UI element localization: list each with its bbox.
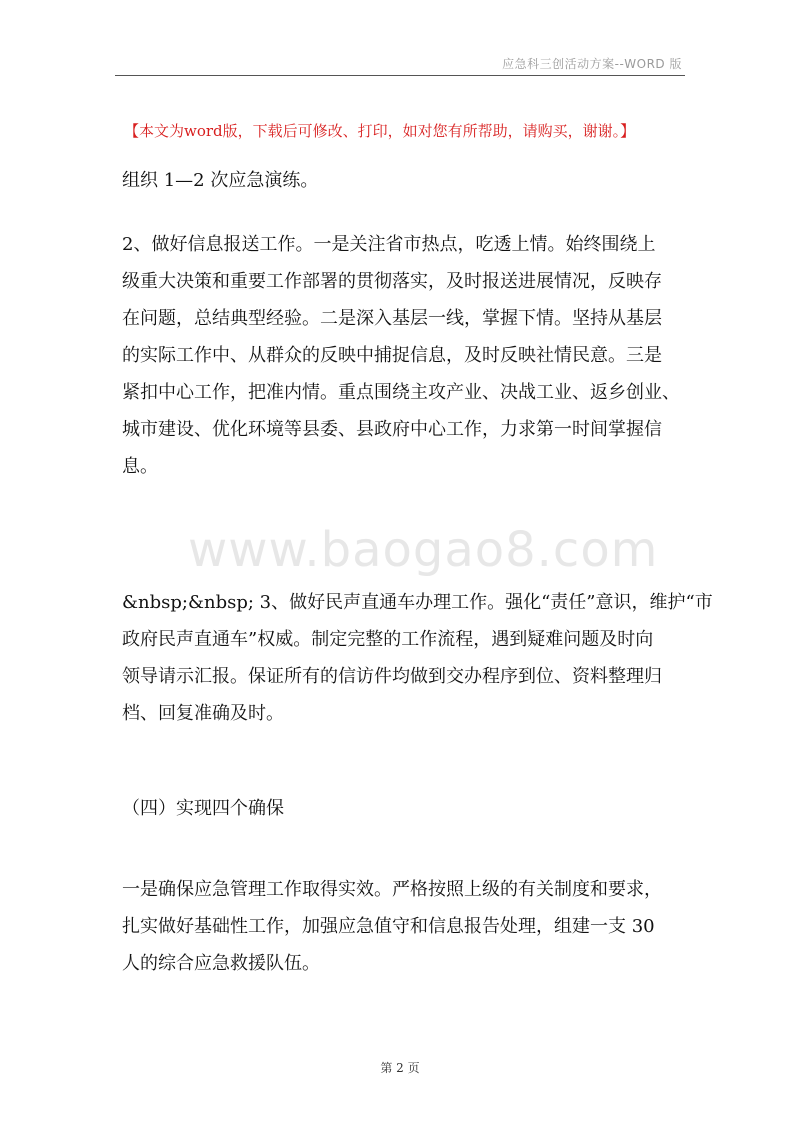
paragraph-line: 紧扣中心工作，把准内情。重点围绕主攻产业、决战工业、返乡创业、 bbox=[122, 382, 680, 403]
page-number: 第 2 页 bbox=[380, 1061, 420, 1075]
paragraph-line: 的实际工作中、从群众的反映中捕捉信息，及时反映社情民意。三是 bbox=[122, 345, 662, 366]
paragraph-line: 领导请示汇报。保证所有的信访件均做到交办程序到位、资料整理归 bbox=[122, 666, 662, 687]
paragraph-line: 级重大决策和重要工作部署的贯彻落实，及时报送进展情况，反映存 bbox=[122, 271, 662, 292]
paragraph-line: 在问题，总结典型经验。二是深入基层一线，掌握下情。坚持从基层 bbox=[122, 308, 662, 329]
paragraph-line: 2、做好信息报送工作。一是关注省市热点，吃透上情。始终围绕上 bbox=[122, 234, 656, 255]
paragraph-line: 人的综合应急救援队伍。 bbox=[122, 953, 320, 974]
paragraph-2 bbox=[122, 226, 688, 485]
paragraph-line: 息。 bbox=[122, 456, 158, 477]
paragraph-1 bbox=[122, 162, 688, 199]
header-divider bbox=[115, 75, 685, 76]
paragraph-3 bbox=[122, 584, 713, 732]
paragraph-5 bbox=[122, 871, 688, 982]
paragraph-line: &nbsp;&nbsp; 3、做好民声直通车办理工作。强化“责任”意识，维护“市 bbox=[122, 592, 713, 613]
watermark: www.baogao8.com bbox=[188, 522, 659, 578]
paragraph-line: 一是确保应急管理工作取得实效。严格按照上级的有关制度和要求， bbox=[122, 879, 662, 900]
paragraph-line: （四）实现四个确保 bbox=[122, 798, 284, 819]
paragraph-line: 组织 1—2 次应急演练。 bbox=[122, 170, 319, 191]
paragraph-line: 政府民声直通车”权威。制定完整的工作流程，遇到疑难问题及时向 bbox=[122, 629, 654, 650]
paragraph-line: 扎实做好基础性工作，加强应急值守和信息报告处理，组建一支 30 bbox=[122, 916, 655, 937]
header-title: 应急科三创活动方案--WORD 版 bbox=[502, 57, 682, 71]
purchase-notice: 【本文为word版，下载后可修改、打印，如对您有所帮助，请购买，谢谢。】 bbox=[124, 122, 636, 140]
paragraph-line: 城市建设、优化环境等县委、县政府中心工作，力求第一时间掌握信 bbox=[122, 419, 662, 440]
section-heading bbox=[122, 790, 688, 827]
paragraph-line: 档、回复准确及时。 bbox=[122, 703, 284, 724]
